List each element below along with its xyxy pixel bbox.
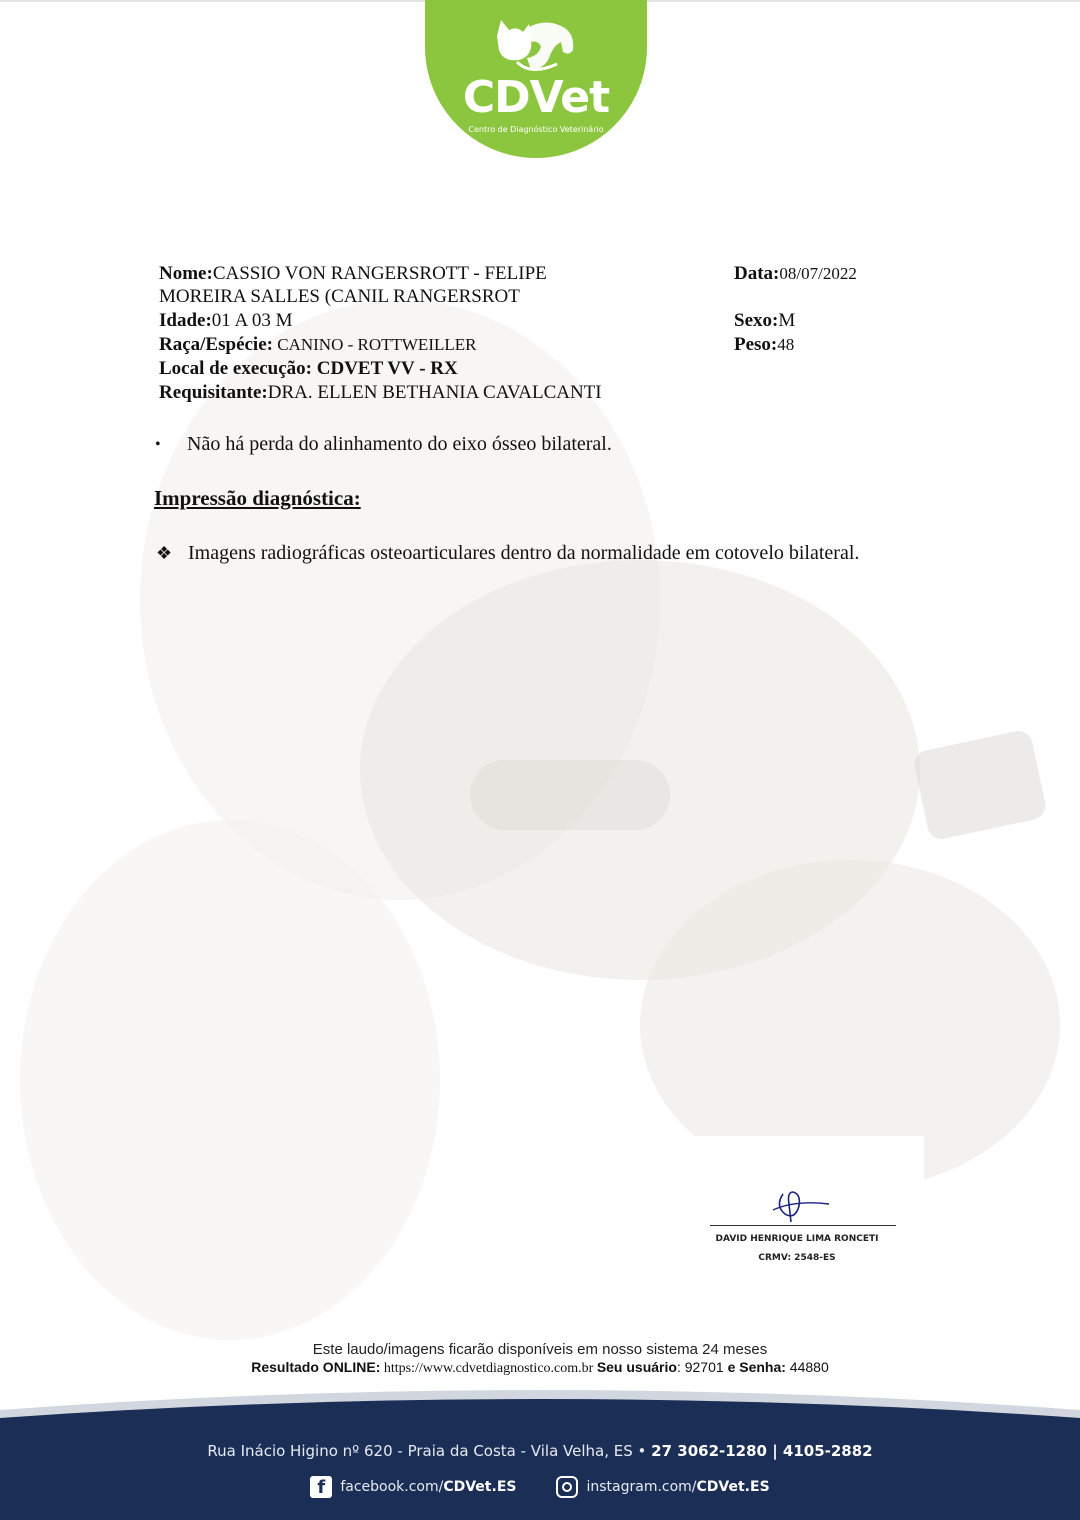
patient-sex: [734, 309, 795, 333]
online-access-note: [0, 1359, 1080, 1377]
finding-text: Não há perda do alinhamento do eixo ósseo bilateral.: [187, 433, 612, 455]
name-label: Nome:: [159, 263, 213, 284]
handwritten-signature: [765, 1186, 835, 1226]
cat-dog-icon: [487, 6, 587, 78]
finding-item: [155, 433, 612, 456]
date-value: 08/07/2022: [779, 264, 857, 283]
instagram-link[interactable]: [556, 1476, 769, 1498]
facebook-icon: f: [310, 1476, 332, 1498]
facebook-prefix: facebook.com/: [340, 1479, 444, 1495]
signature-line: [710, 1225, 896, 1226]
patient-name: [159, 262, 547, 286]
patient-breed: [159, 333, 476, 357]
execution-site: [159, 357, 458, 381]
impression-text: Imagens radiográficas osteoarticulares dentro da normalidade em cotovelo bilateral.: [188, 542, 860, 564]
name-value-line1: CASSIO VON RANGERSROTT - FELIPE: [212, 263, 547, 284]
patient-age: [159, 309, 293, 333]
requester: [159, 381, 602, 405]
social-links: [0, 1476, 1080, 1498]
breed-value: CANINO - ROTTWEILLER: [272, 335, 477, 354]
age-value: 01 A 03 M: [211, 310, 293, 331]
logo-subtitle: Centro de Diagnóstico Veterinário: [468, 125, 604, 134]
online-url[interactable]: https://www.cdvetdiagnostico.com.br: [380, 1361, 597, 1376]
signer-crmv: CRMV: 2548-ES: [758, 1253, 836, 1263]
impression-title: Impressão diagnóstica:: [154, 486, 361, 510]
sex-label: Sexo:: [734, 310, 779, 331]
password-label: e Senha:: [727, 1359, 786, 1375]
instagram-icon: [556, 1476, 578, 1498]
weight-label: Peso:: [734, 334, 778, 355]
user-label: Seu usuário: [596, 1359, 677, 1375]
online-label: Resultado ONLINE:: [251, 1359, 381, 1375]
impression-item: [156, 542, 859, 565]
logo-name: CDVet: [462, 72, 610, 123]
diamond-bullet-icon: ❖: [156, 543, 173, 563]
weight-value: 48: [777, 335, 795, 354]
patient-weight: [734, 333, 794, 357]
facebook-handle: CDVet.ES: [443, 1479, 517, 1495]
phone-numbers: 27 3062-1280 | 4105-2882: [651, 1442, 873, 1460]
name-value-line2: MOREIRA SALLES (CANIL RANGERSROT: [159, 286, 520, 307]
date-label: Data:: [734, 263, 780, 284]
password-value: 44880: [785, 1359, 829, 1375]
age-label: Idade:: [159, 310, 212, 331]
site-label: Local de execução:: [159, 358, 317, 379]
requester-label: Requisitante:: [159, 382, 268, 403]
availability-note: Este laudo/imagens ficarão disponíveis em nosso sistema 24 meses: [312, 1341, 768, 1358]
signature-block: [670, 1136, 924, 1317]
breed-label: Raça/Espécie:: [159, 334, 273, 355]
sex-value: M: [778, 310, 796, 331]
patient-name-cont: [159, 285, 520, 309]
exam-date: [734, 262, 857, 286]
instagram-prefix: instagram.com/: [586, 1479, 697, 1495]
requester-value: DRA. ELLEN BETHANIA CAVALCANTI: [267, 382, 602, 403]
address-text: Rua Inácio Higino nº 620 - Praia da Costa - Vila Velha, ES •: [207, 1442, 652, 1460]
instagram-handle: CDVet.ES: [696, 1479, 770, 1495]
signer-name: DAVID HENRIQUE LIMA RONCETI: [715, 1234, 879, 1244]
user-value: : 92701: [676, 1359, 728, 1375]
site-value: CDVET VV - RX: [316, 358, 458, 379]
bullet-icon: •: [155, 435, 161, 453]
footer-address: [0, 1442, 1080, 1460]
facebook-link[interactable]: [310, 1476, 516, 1498]
